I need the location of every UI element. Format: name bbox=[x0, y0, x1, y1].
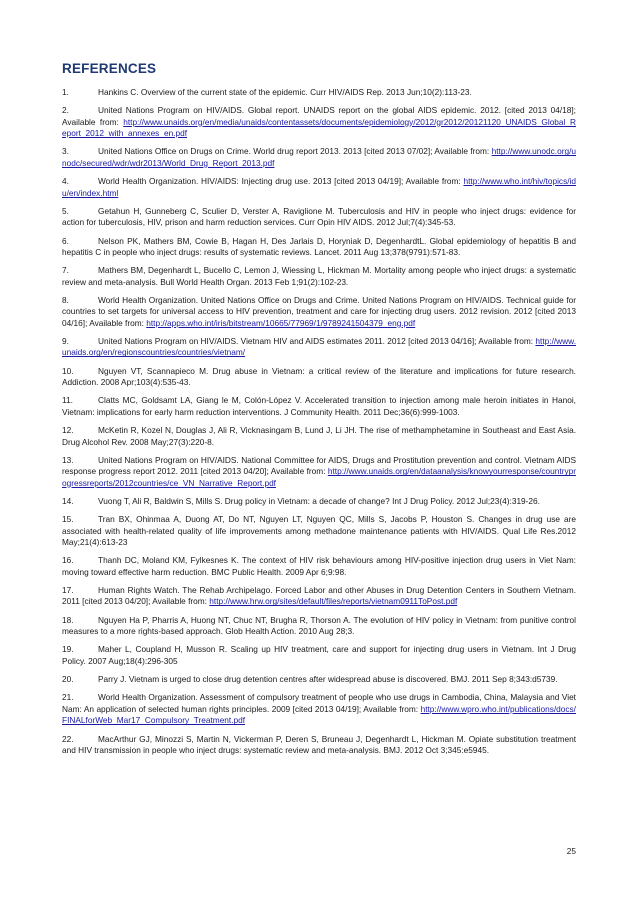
reference-link[interactable]: http://apps.who.int/iris/bitstream/10665/77969/1/9789241504379_eng.pdf bbox=[146, 317, 416, 328]
reference-link[interactable]: http://www.who.int/hiv/topics/idu/en/index.html bbox=[62, 176, 576, 198]
reference-text: United Nations Program on HIV/AIDS. National Committee for AIDS, Drugs and Prostitution prevention and control. Vietnam AIDS response progress report 2012. 2011 [cited 2013 04/20]; Available from: bbox=[62, 454, 576, 477]
reference-link[interactable]: http://www.unaids.org/en/dataanalysis/knowyourresponse/countryprogressreports/2012countries/ce_VN_Narrative_Report.pdf bbox=[62, 466, 576, 488]
reference-text: Vuong T, Ali R, Baldwin S, Mills S. Drug policy in Vietnam: a decade of change? Int J Drug Policy. 2012 Jul;23(4):319-26. bbox=[98, 495, 540, 506]
reference-number: 7. bbox=[62, 265, 69, 276]
reference-text: Mathers BM, Degenhardt L, Bucello C, Lemon J, Wiessing L, Hickman M. Mortality among people who inject drugs: a systematic review and meta-analysis. Bull World Health Organ. 2013 Feb 1;91(2):102-23. bbox=[62, 265, 576, 287]
reference-item bbox=[62, 555, 576, 578]
reference-text: Nguyen VT, Scannapieco M. Drug abuse in Vietnam: a critical review of the literature and implications for future research. Addiction. 2008 Apr;103(4):535-43. bbox=[62, 365, 576, 388]
reference-number: 2. bbox=[62, 105, 69, 116]
reference-list bbox=[62, 87, 576, 763]
reference-number: 15. bbox=[62, 514, 74, 525]
reference-item bbox=[62, 105, 576, 139]
reference-number: 16. bbox=[62, 555, 74, 566]
reference-number: 17. bbox=[62, 585, 74, 596]
reference-text: Nelson PK, Mathers BM, Cowie B, Hagan H, Des Jarlais D, Horyniak D, DegenhardtL. Global epidemiology of hepatitis B and hepatitis C in people who inject drugs: results of systematic reviews. Lancet. 2011 Aug 13;378(9791):571-83. bbox=[62, 235, 576, 257]
reference-item bbox=[62, 336, 576, 359]
reference-item bbox=[62, 692, 576, 726]
reference-text: Maher L, Coupland H, Musson R. Scaling up HIV treatment, care and support for injecting drug users in Vietnam. Int J Drug Policy. 2007 Aug;18(4):296-305 bbox=[62, 644, 576, 666]
reference-text: United Nations Office on Drugs on Crime. World drug report 2013. 2013 [cited 2013 07/02]; Available from: bbox=[98, 146, 492, 157]
reference-number: 10. bbox=[62, 365, 74, 376]
reference-text: McKetin R, Kozel N, Douglas J, Ali R, Vicknasingam B, Lund J, Li JH. The rise of methamphetamine in Southeast and East Asia. Drug Alcohol Rev. 2008 May;27(3):220-8. bbox=[62, 425, 576, 447]
reference-item bbox=[62, 585, 576, 608]
reference-number: 4. bbox=[62, 176, 69, 187]
reference-number: 5. bbox=[62, 205, 69, 216]
reference-text: Nguyen Ha P, Pharris A, Huong NT, Chuc NT, Brugha R, Thorson A. The evolution of HIV policy in Vietnam: from punitive control measures to a more rights-based approach. Glob Health Action. 2010 Aug 28;3. bbox=[62, 614, 576, 637]
reference-text: Human Rights Watch. The Rehab Archipelago. Forced Labor and other Abuses in Drug Detention Centers in Southern Vietnam. 2011 [cited 2013 04/20]; Available from: bbox=[62, 585, 576, 607]
page-heading: REFERENCES bbox=[62, 61, 157, 76]
reference-number: 11. bbox=[62, 395, 73, 406]
reference-item bbox=[62, 644, 576, 667]
reference-text: MacArthur GJ, Minozzi S, Martin N, Vickerman P, Deren S, Bruneau J, Degenhardt L, Hickman M. Opiate substitution treatment and HIV transmission in people who inject drugs: systematic review and meta-analysis. BMJ. 2012 Oct 3;345:e5945. bbox=[62, 733, 576, 755]
reference-number: 8. bbox=[62, 294, 69, 305]
reference-text: Thanh DC, Moland KM, Fylkesnes K. The context of HIV risk behaviours among HIV-positive injection drug users in Viet Nam: moving toward effective harm reduction. BMC Public Health. 2009 Apr 6;9:98. bbox=[62, 555, 576, 577]
reference-item bbox=[62, 265, 576, 288]
reference-item bbox=[62, 366, 576, 389]
reference-text: Getahun H, Gunneberg C, Sculier D, Verster A, Raviglione M. Tuberculosis and HIV in people who inject drugs: evidence for action for tuberculosis, HIV, prison and harm reduction services. Curr Opin HIV AIDS. 2012 Jul;7(4):345-53. bbox=[62, 205, 576, 228]
reference-item bbox=[62, 146, 576, 169]
reference-item bbox=[62, 206, 576, 229]
reference-number: 13. bbox=[62, 454, 74, 465]
reference-text: Hankins C. Overview of the current state of the epidemic. Curr HIV/AIDS Rep. 2013 Jun;10(2):113-23. bbox=[98, 87, 472, 97]
reference-item bbox=[62, 455, 576, 489]
reference-number: 6. bbox=[62, 235, 69, 246]
reference-link[interactable]: http://www.hrw.org/sites/default/files/reports/vietnam0911ToPost.pdf bbox=[209, 596, 458, 607]
reference-text: Tran BX, Ohinmaa A, Duong AT, Do NT, Nguyen LT, Nguyen QC, Mills S, Jacobs P, Houston S. Changes in drug use are associated with health-related quality of life improvements among methadone maintenance patients with HIV/AIDS. Qual Life Res.2012 May;21(4):613-23 bbox=[62, 514, 576, 548]
reference-item bbox=[62, 734, 576, 757]
reference-number: 3. bbox=[62, 146, 69, 157]
reference-item bbox=[62, 615, 576, 638]
reference-text: United Nations Program on HIV/AIDS. Vietnam HIV and AIDS estimates 2011. 2012 [cited 2013 04/16]; Available from: bbox=[98, 336, 536, 347]
reference-item bbox=[62, 514, 576, 548]
reference-item bbox=[62, 295, 576, 329]
reference-item bbox=[62, 496, 576, 507]
reference-item bbox=[62, 236, 576, 259]
reference-item bbox=[62, 176, 576, 199]
reference-text: Parry J. Vietnam is urged to close drug detention centres after widespread abuse is discovered. BMJ. 2011 Sep 8;343:d5739. bbox=[98, 674, 558, 685]
reference-number: 9. bbox=[62, 336, 69, 347]
reference-number: 1. bbox=[62, 87, 69, 97]
reference-link[interactable]: http://www.unodc.org/unodc/secured/wdr/wdr2013/World_Drug_Report_2013.pdf bbox=[62, 146, 576, 168]
reference-number: 18. bbox=[62, 614, 74, 625]
reference-number: 19. bbox=[62, 644, 74, 655]
reference-number: 14. bbox=[62, 495, 74, 506]
reference-text: World Health Organization. United Nations Office on Drugs and Crime. United Nations Program on HIV/AIDS. Technical guide for countries to set targets for universal access to HIV prevention, treatment and care for injecting drug users. 2012 revision. 2012 [cited 2013 04/16]; Available from: bbox=[62, 294, 576, 328]
reference-link[interactable]: http://www.wpro.who.int/publications/docs/FINALforWeb_Mar17_Compulsory_Treatment.pdf bbox=[62, 703, 576, 726]
reference-text: United Nations Program on HIV/AIDS. Global report. UNAIDS report on the global AIDS epidemic. 2012. [cited 2013 04/18]; Available from: bbox=[62, 105, 576, 127]
reference-item bbox=[62, 87, 576, 98]
reference-number: 20. bbox=[62, 674, 74, 685]
reference-number: 22. bbox=[62, 733, 74, 744]
reference-item bbox=[62, 425, 576, 448]
reference-item bbox=[62, 674, 576, 685]
reference-number: 12. bbox=[62, 425, 74, 436]
reference-text: World Health Organization. HIV/AIDS: Injecting drug use. 2013 [cited 2013 04/19]; Available from: bbox=[98, 176, 464, 187]
reference-number: 21. bbox=[62, 692, 74, 703]
reference-text: World Health Organization. Assessment of compulsory treatment of people who use drugs in Cambodia, China, Malaysia and Viet Nam: An application of selected human rights principles. 2009 [cited 2013 04/19]; Available from: bbox=[62, 692, 576, 714]
reference-link[interactable]: http://www.unaids.org/en/regionscountries/countries/vietnam/ bbox=[62, 336, 576, 358]
reference-link[interactable]: http://www.unaids.org/en/media/unaids/contentassets/documents/epidemiology/2012/gr2012/20121120_UNAIDS_Global_Report_2012_with_annexes_en.pdf bbox=[62, 116, 576, 139]
reference-text: Clatts MC, Goldsamt LA, Giang le M, Colón-López V. Accelerated transition to injection among male heroin initiates in Hanoi, Vietnam: implications for early harm reduction interventions. J Community Health. 2011 Dec;36(6):999-1003. bbox=[62, 395, 576, 417]
reference-item bbox=[62, 395, 576, 418]
page-number: 25 bbox=[566, 846, 576, 856]
